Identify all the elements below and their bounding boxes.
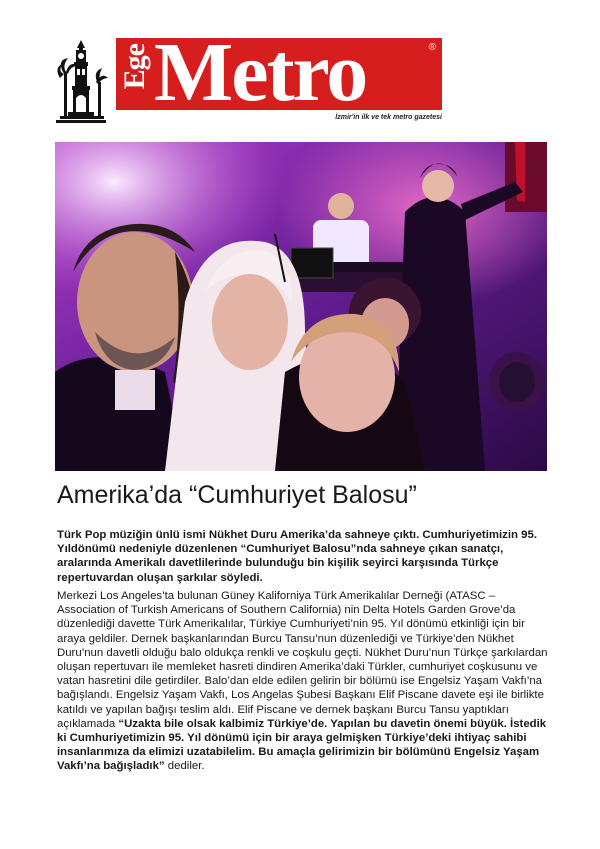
registered-mark: ® — [428, 42, 436, 53]
concert-selfie-image — [55, 142, 547, 471]
brand-ege-text: Ege — [118, 44, 151, 90]
brand-metro-text: Metro — [154, 38, 367, 110]
article-photo — [55, 142, 547, 471]
masthead-tagline: İzmir'in ilk ve tek metro gazetesi — [335, 114, 442, 121]
article-body — [57, 589, 549, 774]
clock-tower-logo-icon — [52, 38, 110, 124]
article-body-text: Merkezi Los Angeles’ta bulunan Güney Kaliforniya Türk Amerikalılar Derneği (ATASC – Association of Turkish Americans of Southern California) nin Delta Hotels Garden Grove’da düzenlediği davette Türk Amerikalılar, Türkiye Cumhuriyeti’nin 95. Yıl dönümü etkinliği için bir araya geldiler. Dernek başkanlarından Burcu Tansu’nun düzenlediği ve Türkiye’den Nükhet Duru’nun davetli olduğu balo oldukça renkli ve coşkulu geçti. Nükhet Duru’nun Türkçe şarkılardan oluşan repertuvarı ile memleket hasreti dindiren Amerika’daki Türkler, cumhuriyet coşkusunu ve vatan hasretini dile getirdiler. Balo’dan elde edilen gelirin bir bölümü ise Engelsiz Yaşam Vakfı’na bağışlandı. Engelsiz Yaşam Vakfı, Los Angelas Şubesi Başkanı Elif Piscane davete eşi ile birlikte katıldı ve yapılan bağışı teslim aldı. Elif Piscane ve dernek başkanı Burcu Tansu yaptıkları açıklamada — [57, 590, 548, 730]
article-lead: Türk Pop müziğin ünlü ismi Nükhet Duru Amerika’da sahneye çıktı. Cumhuriyetimizin 95. Yıldönümü nedeniyle düzenlenen “Cumhuriyet Balosu”nda sahneye çıkan sanatçı, aralarında Amerikalı davetlilerinde bulunduğu bin kişilik seyirci karşısında Türkçe repertuvardan oluşan şarkılar söyledi. — [57, 529, 537, 584]
brand-banner — [116, 38, 442, 110]
article-quote: “Uzakta bile olsak kalbimiz Türkiye’de. Yapılan bu davetin önemi büyük. İstedik ki Cumhuriyetimizin 95. Yıl dönümü için bir araya gelmişken Türkiye’deki ihtiyaç sahibi insanlarımıza da elimizi uzatabilelim. Bu amaçla gelirimizin bir bölümünü Engelsiz Yaşam Vakfı’na bağışladık” — [57, 717, 547, 773]
article-body-end: dediler. — [164, 760, 205, 773]
masthead — [52, 38, 442, 124]
article-headline: Amerika’da “Cumhuriyet Balosu” — [57, 481, 417, 509]
